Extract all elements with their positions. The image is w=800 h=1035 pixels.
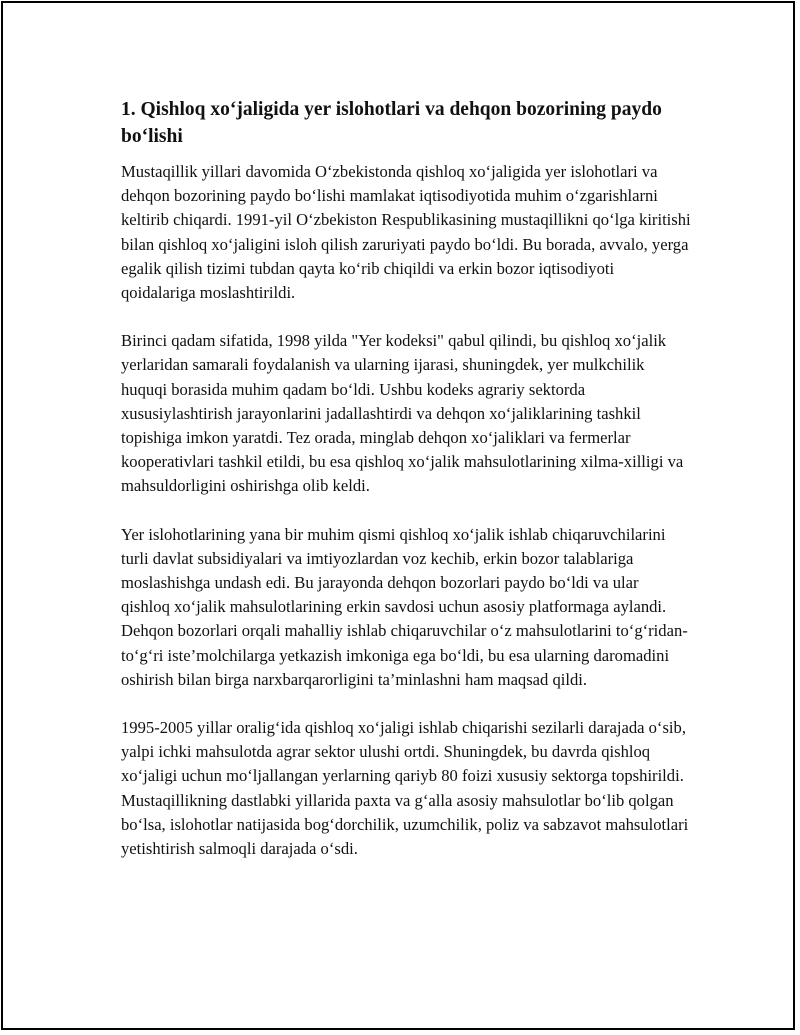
section-heading: 1. Qishloq xo‘jaligida yer islohotlari va dehqon bozorining paydo bo‘lishi [121,99,662,147]
paragraph: Birinci qadam sifatida, 1998 yilda "Yer kodeksi" qabul qilindi, bu qishloq xo‘jalik yerlaridan samarali foydalanish va ularning ijarasi, shuningdek, yer mulkchilik huquqi borasida muhim qadam bo‘ldi. Ushbu kodeks agrariy sektorda xususiylashtirish jarayonlarini jadallashtirdi va dehqon xo‘jaliklarining tashkil topishiga imkon yaratdi. Tez orada, minglab dehqon xo‘jaliklari va fermerlar kooperativlari tashkil etildi, bu esa qishloq xo‘jalik mahsulotlarining xilma-xilligi va mahsuldorligini oshirishga olib keldi. [121,331,684,496]
page-frame [1,1,795,1030]
paragraph: 1995-2005 yillar oralig‘ida qishloq xo‘jaligi ishlab chiqarishi sezilarli darajada o‘sib, yalpi ichki mahsulotda agrar sektor ulushi ortdi. Shuningdek, bu davrda qishloq xo‘jaligi uchun mo‘ljallangan yerlarning qariyb 80 foizi xususiy sektorga topshirildi. Mustaqillikning dastlabki yillarida paxta va g‘alla asosiy mahsulotlar bo‘lib qolgan bo‘lsa, islohotlar natijasida bog‘dorchilik, uzumchilik, poliz va sabzavot mahsulotlari yetishtirish salmoqli darajada o‘sdi. [121,718,689,859]
paragraph: Yer islohotlarining yana bir muhim qismi qishloq xo‘jalik ishlab chiqaruvchilarini turli davlat subsidiyalari va imtiyozlardan voz kechib, erkin bozor talablariga moslashishga undash edi. Bu jarayonda dehqon bozorlari paydo bo‘ldi va ular qishloq xo‘jalik mahsulotlarining erkin savdosi uchun asosiy platformaga aylandi. Dehqon bozorlari orqali mahalliy ishlab chiqaruvchilar o‘z mahsulotlarini to‘g‘ridan-to‘g‘ri iste’molchilarga yetkazish imkoniga ega bo‘ldi, bu esa ularning daromadini oshirish bilan birga narxbarqarorligini ta’minlashni ham maqsad qildi. [121,524,688,689]
paragraph: Mustaqillik yillari davomida O‘zbekistonda qishloq xo‘jaligida yer islohotlari va dehqon bozorining paydo bo‘lishi mamlakat iqtisodiyotida muhim o‘zgarishlarni keltirib chiqardi. 1991-yil O‘zbekiston Respublikasining mustaqillikni qo‘lga kiritishi bilan qishloq xo‘jaligini isloh qilish zaruriyati paydo bo‘ldi. Bu borada, avvalo, yerga egalik qilish tizimi tubdan qayta ko‘rib chiqildi va erkin bozor iqtisodiyoti qoidalariga moslashtirildi. [121,162,691,303]
document-body [121,96,691,885]
